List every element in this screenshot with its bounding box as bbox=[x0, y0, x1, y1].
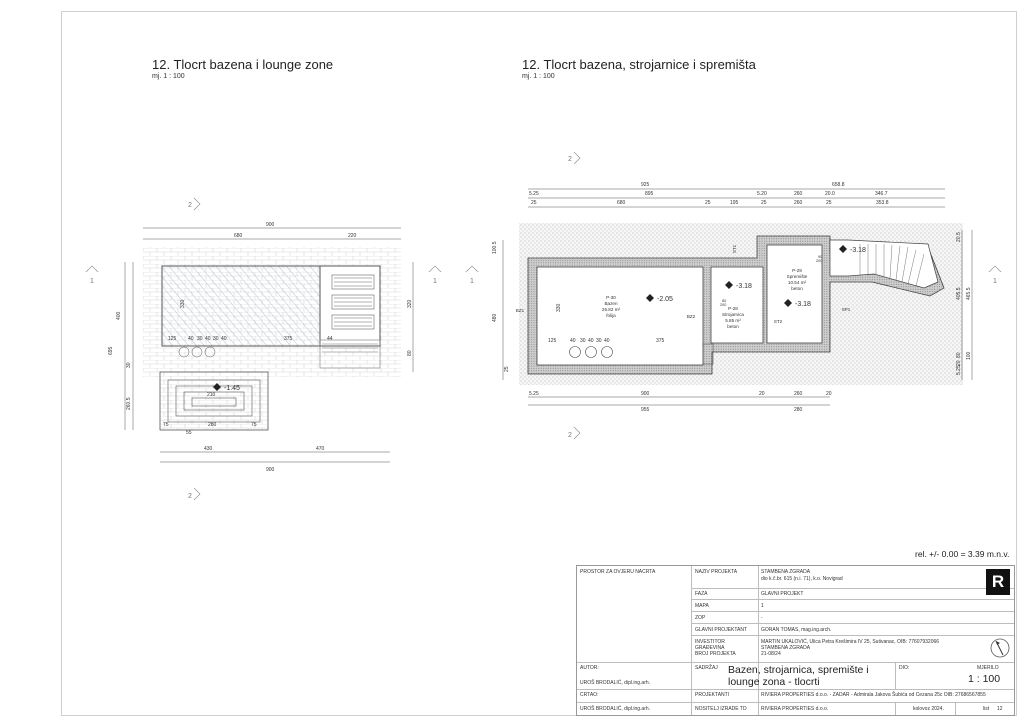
svg-text:320: 320 bbox=[407, 299, 413, 308]
svg-text:695: 695 bbox=[108, 346, 114, 355]
svg-text:Strojarnica: Strojarnica bbox=[722, 312, 744, 317]
title-block bbox=[576, 565, 1015, 716]
svg-text:680: 680 bbox=[617, 200, 626, 206]
svg-text:40: 40 bbox=[604, 338, 610, 344]
svg-text:330: 330 bbox=[180, 299, 186, 308]
svg-text:5.20: 5.20 bbox=[757, 191, 767, 197]
svg-text:200: 200 bbox=[720, 303, 727, 307]
svg-text:200: 200 bbox=[816, 259, 823, 263]
svg-text:260.5: 260.5 bbox=[126, 397, 132, 410]
svg-text:280: 280 bbox=[794, 407, 803, 413]
svg-text:658.8: 658.8 bbox=[832, 182, 845, 188]
relative-elevation-note: rel. +/- 0.00 = 3.39 m.n.v. bbox=[915, 549, 1010, 559]
tb-glavni-label: GLAVNI PROJEKTANT bbox=[695, 627, 748, 633]
section-mark-2-bottom: 2 bbox=[188, 493, 192, 500]
svg-text:25: 25 bbox=[761, 200, 767, 206]
svg-text:ST1: ST1 bbox=[732, 244, 737, 254]
svg-text:20: 20 bbox=[759, 391, 765, 397]
svg-text:40: 40 bbox=[221, 336, 227, 342]
svg-text:260: 260 bbox=[794, 200, 803, 206]
tb-naziv-value1: STAMBENA ZGRADA bbox=[761, 569, 811, 575]
svg-text:40: 40 bbox=[588, 338, 594, 344]
svg-text:125: 125 bbox=[168, 336, 177, 342]
svg-text:folija: folija bbox=[606, 313, 616, 318]
tb-list-label: list bbox=[983, 706, 990, 712]
svg-text:P-29: P-29 bbox=[792, 268, 802, 273]
svg-text:260: 260 bbox=[794, 391, 803, 397]
svg-text:P-28: P-28 bbox=[728, 306, 738, 311]
svg-text:430: 430 bbox=[204, 446, 213, 452]
room-bazen bbox=[537, 267, 703, 365]
tb-gradevina-value: STAMBENA ZGRADA bbox=[761, 645, 811, 651]
section-mark-2-top-right: 2 bbox=[568, 156, 572, 163]
svg-text:900: 900 bbox=[641, 391, 650, 397]
tb-sadrzaj-label: SADRŽAJ bbox=[695, 665, 718, 671]
svg-text:5.85 m²: 5.85 m² bbox=[725, 318, 741, 323]
left-plan-scale: mj. 1 : 100 bbox=[152, 73, 185, 80]
svg-text:SP1: SP1 bbox=[841, 307, 851, 312]
section-mark-1-left-right: 1 bbox=[470, 278, 474, 285]
tb-sadrzaj-value2: lounge zona - tlocrti bbox=[728, 676, 820, 688]
svg-text:55: 55 bbox=[186, 430, 192, 436]
tb-nositelj-label: NOSITELJ IZRADE TD bbox=[695, 706, 747, 712]
svg-text:680: 680 bbox=[234, 233, 243, 239]
svg-text:40: 40 bbox=[570, 338, 576, 344]
section-mark-1-right-right: 1 bbox=[993, 278, 997, 285]
svg-text:20.5: 20.5 bbox=[956, 232, 962, 242]
svg-text:-1.45: -1.45 bbox=[224, 385, 240, 392]
svg-text:80: 80 bbox=[956, 352, 962, 358]
section-mark-1-left: 1 bbox=[90, 278, 94, 285]
tb-naziv-label: NAZIV PROJEKTA bbox=[695, 569, 738, 575]
tb-zop-label: ZOP bbox=[695, 615, 706, 621]
svg-text:925: 925 bbox=[641, 182, 650, 188]
tb-broj-label: BROJ PROJEKTA bbox=[695, 651, 736, 657]
svg-text:P-30: P-30 bbox=[606, 295, 616, 300]
tb-mjerilo-label: MJERILO bbox=[977, 665, 999, 671]
svg-text:260: 260 bbox=[794, 191, 803, 197]
svg-text:10.54 m²: 10.54 m² bbox=[787, 280, 807, 285]
svg-text:30: 30 bbox=[580, 338, 586, 344]
svg-text:5.25: 5.25 bbox=[956, 365, 962, 375]
svg-text:20: 20 bbox=[826, 391, 832, 397]
svg-text:955: 955 bbox=[641, 407, 650, 413]
svg-text:40: 40 bbox=[205, 336, 211, 342]
svg-text:220: 220 bbox=[348, 233, 357, 239]
svg-text:Spremište: Spremište bbox=[786, 274, 808, 279]
room-strojarnica bbox=[711, 267, 763, 343]
tb-mapa-label: MAPA bbox=[695, 603, 709, 609]
tb-dio-label: DIO: bbox=[899, 665, 910, 671]
left-plan-title: 12. Tlocrt bazena i lounge zone bbox=[152, 57, 334, 72]
svg-text:30: 30 bbox=[596, 338, 602, 344]
svg-text:90: 90 bbox=[818, 255, 823, 259]
svg-text:400: 400 bbox=[116, 311, 122, 320]
tb-sadrzaj-value1: Bazen, strojarnica, spremište i bbox=[728, 664, 869, 676]
svg-text:26.82 m²: 26.82 m² bbox=[601, 307, 621, 312]
svg-text:375: 375 bbox=[656, 338, 665, 344]
section-mark-2-top: 2 bbox=[188, 202, 192, 209]
tb-gradevina-label: GRAĐEVINA bbox=[695, 645, 725, 651]
tb-faza-value: GLAVNI PROJEKT bbox=[761, 591, 804, 597]
svg-text:Bazen: Bazen bbox=[604, 301, 618, 306]
tb-zop-value: - bbox=[761, 615, 763, 621]
svg-text:20.0: 20.0 bbox=[825, 191, 835, 197]
right-plan-title: 12. Tlocrt bazena, strojarnice i spremišta bbox=[522, 57, 756, 72]
tb-broj-value: 21-08/24 bbox=[761, 651, 781, 657]
svg-text:210: 210 bbox=[207, 392, 216, 398]
section-mark-2-bottom-right: 2 bbox=[568, 432, 572, 439]
tb-autor-label: AUTOR: bbox=[580, 665, 599, 671]
svg-text:20: 20 bbox=[956, 360, 962, 366]
svg-text:900: 900 bbox=[266, 467, 275, 473]
room-spremiste bbox=[767, 245, 822, 343]
svg-text:5.25: 5.25 bbox=[529, 391, 539, 397]
svg-text:280: 280 bbox=[208, 422, 217, 428]
tb-prostor: PROSTOR ZA OVJERU NACRTA bbox=[580, 569, 656, 575]
tb-mjerilo-value: 1 : 100 bbox=[968, 673, 1001, 685]
svg-text:195: 195 bbox=[730, 200, 739, 206]
svg-text:-3.18: -3.18 bbox=[850, 247, 866, 254]
svg-text:330: 330 bbox=[556, 303, 562, 312]
tb-list-value: 12 bbox=[997, 706, 1003, 712]
svg-text:353.8: 353.8 bbox=[876, 200, 889, 206]
svg-text:405.5: 405.5 bbox=[956, 287, 962, 300]
left-level-marker bbox=[213, 383, 240, 392]
svg-text:beton: beton bbox=[727, 324, 739, 329]
svg-text:BZ1: BZ1 bbox=[515, 308, 525, 313]
svg-text:30: 30 bbox=[213, 336, 219, 342]
tb-crtao-value: UROŠ BRODALIĆ, dipl.ing.arh. bbox=[580, 706, 651, 712]
right-plan-scale: mj. 1 : 100 bbox=[522, 73, 555, 80]
svg-text:346.7: 346.7 bbox=[875, 191, 888, 197]
svg-text:80: 80 bbox=[722, 299, 727, 303]
svg-text:-3.18: -3.18 bbox=[736, 283, 752, 290]
svg-text:125: 125 bbox=[548, 338, 557, 344]
tb-mapa-value: 1 bbox=[761, 603, 764, 609]
right-plan bbox=[466, 152, 1001, 439]
svg-text:25: 25 bbox=[826, 200, 832, 206]
svg-text:-3.18: -3.18 bbox=[795, 301, 811, 308]
svg-text:480: 480 bbox=[492, 313, 498, 322]
svg-text:25: 25 bbox=[531, 200, 537, 206]
svg-text:75: 75 bbox=[251, 422, 257, 428]
svg-text:25: 25 bbox=[705, 200, 711, 206]
north-arrow-icon bbox=[989, 637, 1011, 659]
svg-text:375: 375 bbox=[284, 336, 293, 342]
svg-text:44: 44 bbox=[327, 336, 333, 342]
svg-text:5.25: 5.25 bbox=[529, 191, 539, 197]
tb-investitor-label: INVESTITOR bbox=[695, 639, 725, 645]
svg-text:100: 100 bbox=[966, 351, 972, 360]
tb-projektanti-label: PROJEKTANTI bbox=[695, 692, 730, 698]
svg-text:-2.05: -2.05 bbox=[657, 296, 673, 303]
section-mark-1-right: 1 bbox=[433, 278, 437, 285]
svg-text:100.5: 100.5 bbox=[492, 241, 498, 254]
left-plan bbox=[86, 198, 441, 500]
svg-text:75: 75 bbox=[163, 422, 169, 428]
svg-text:895: 895 bbox=[645, 191, 654, 197]
svg-text:25: 25 bbox=[504, 366, 510, 372]
tb-crtao-label: CRTAO: bbox=[580, 692, 599, 698]
svg-text:30: 30 bbox=[197, 336, 203, 342]
svg-text:80: 80 bbox=[407, 350, 413, 356]
tb-naziv-value2: dio k.č.br. 615 (n.i. 71), k.o. Novigrad bbox=[761, 576, 843, 582]
svg-text:470: 470 bbox=[316, 446, 325, 452]
svg-text:465.5: 465.5 bbox=[966, 287, 972, 300]
tb-projektanti-value: RIVIERA PROPERTIES d.o.o. - ZADAR - Admirala Jakova Šubića od Cezana 25c OIB: 27686567855 bbox=[761, 692, 986, 698]
svg-text:BZ2: BZ2 bbox=[686, 314, 696, 319]
company-logo: R bbox=[986, 569, 1010, 595]
tb-glavni-value: GORAN TOMAS, mag.ing.arch. bbox=[761, 627, 832, 633]
tb-investitor-value: MARTIN UKALOVIĆ, Ulica Petra Krešimira IV 25, Sutivanac, OIB: 77607932066 bbox=[761, 639, 940, 645]
tb-nositelj-value: RIVIERA PROPERTIES d.o.o. bbox=[761, 706, 829, 712]
svg-text:beton: beton bbox=[791, 286, 803, 291]
svg-text:900: 900 bbox=[266, 222, 275, 228]
tb-date-value: kolovoz 2024. bbox=[913, 706, 944, 712]
svg-text:30: 30 bbox=[126, 362, 132, 368]
tb-faza-label: FAZA bbox=[695, 591, 708, 597]
tb-autor-value: UROŠ BRODALIĆ, dipl.ing.arh. bbox=[580, 680, 651, 686]
svg-text:ST2: ST2 bbox=[773, 319, 783, 324]
svg-text:40: 40 bbox=[188, 336, 194, 342]
